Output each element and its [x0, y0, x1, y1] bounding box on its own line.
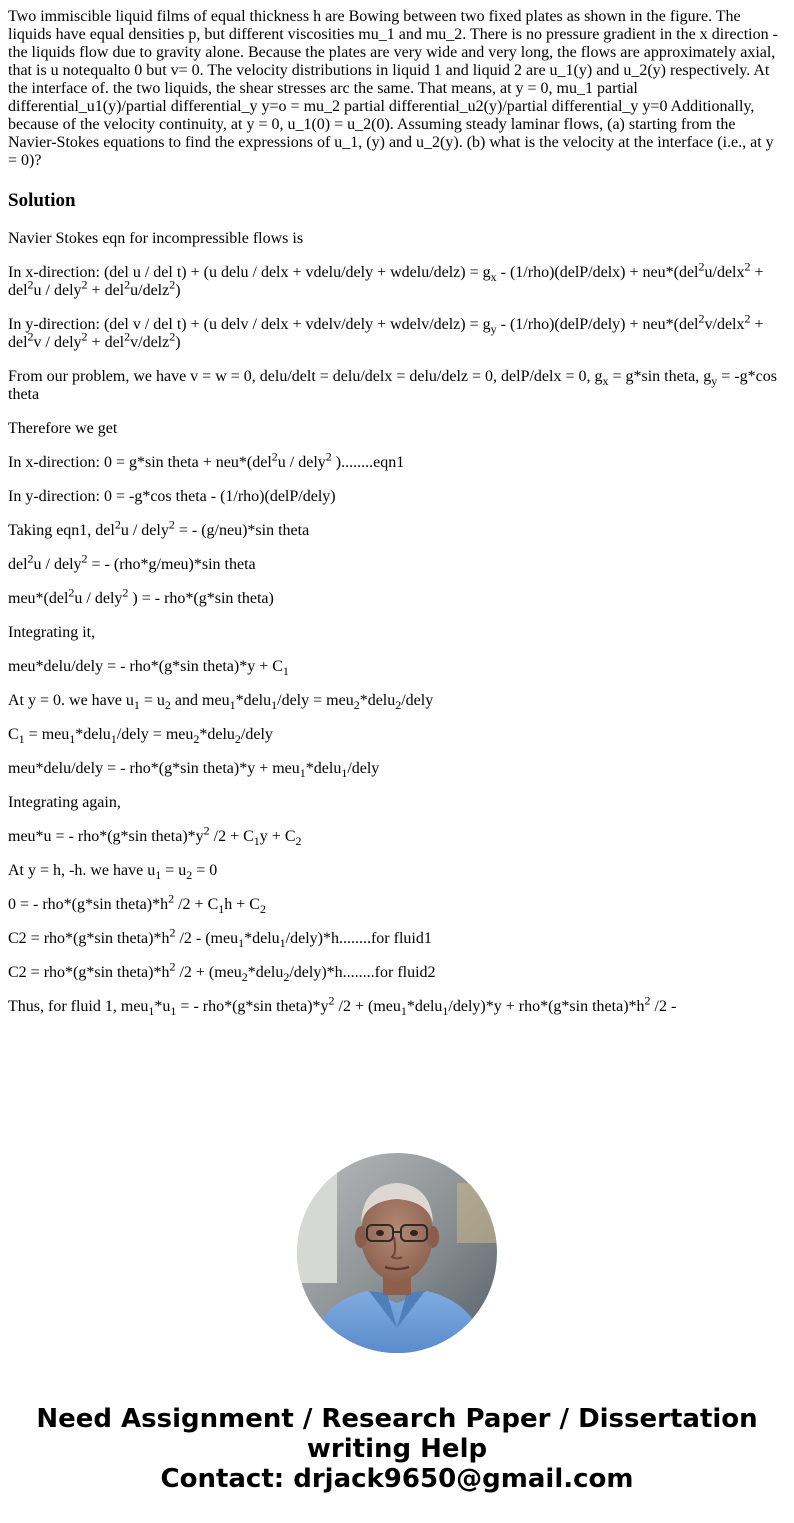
solution-line: $C_1$ = meu$_1$*delu$_1$/dely = meu$_2$*delu$_2$/dely	[8, 726, 273, 747]
solution-line: meu*delu/dely = - rho*(g*sin theta)*y + $C_1$	[8, 658, 289, 679]
solution-line: At y = 0. we have $u_1 = u_2$ and meu$_1$*delu$_1$/dely = meu$_2$*delu$_2$/dely	[8, 692, 434, 713]
solution-line: Navier Stokes eqn for incompressible flows is	[8, 230, 304, 247]
solution-line: In y-direction: 0 = -g*cos theta - (1/rho)(delP/dely)	[8, 488, 336, 505]
solution-line: Thus, for fluid 1, $meu_1*u_1$ = - rho*(g*sin $theta)*y^2$ /2 + (meu$_1$*delu$_1$/dely)*y + rho*(g*sin $theta)*h^2$ /2 -	[8, 993, 677, 1019]
solution-line: C2 = rho*(g*sin $theta)*h^2$ /2 + (meu$_2$*delu$_2$/dely)*h........for fluid2	[8, 959, 436, 985]
solution-line: C2 = rho*(g*sin $theta)*h^2$ /2 - (meu$_1$*delu$_1$/dely)*h........for fluid1	[8, 925, 432, 951]
footer-contact-email: Contact: drjack9650@gmail.com	[160, 1464, 634, 1494]
solution-line: Therefore we get	[8, 420, 118, 437]
solution-line: 0 = - rho*(g*sin $theta)*h^2$ $/2 + C_1h + C_2$	[8, 891, 266, 917]
solution-line: From our problem, we have v = w = 0, delu/delt = delu/delx = delu/delz = 0, delP/delx = 0, $g_x = g*\sin$ theta, $g_y = -g*\cos$ theta	[8, 368, 777, 403]
solution-document	[8, 8, 784, 1032]
footer-ad	[0, 1404, 794, 1494]
solution-line: In x-direction: (del u / del t) + (u delu / delx + vdelu/dely + wdelu/delz) = $g_x$ - (1/rho)(delP/delx) + neu*(del$^2$u/delx$^2$ + del$^2$u / dely$^2$ + del$^2$u/delz$^2$)	[8, 259, 764, 299]
solution-line: meu*u = - rho*(g*sin $theta)*y^2$ $/2 + C_1y + C_2$	[8, 823, 302, 849]
solution-line: meu*delu/dely = - rho*(g*sin theta)*y + meu$_1$*delu$_1$/dely	[8, 760, 380, 781]
solution-line: At y = h, -h. we have $u_1 = u_2 = 0$	[8, 862, 218, 883]
solution-line: del$^2$u / dely$^2$ = - (rho*g/meu)*sin theta	[8, 551, 256, 573]
footer-help-text: Need Assignment / Research Paper / Dissertation writing Help	[36, 1404, 758, 1464]
avatar	[297, 1153, 497, 1353]
solution-line: meu*(del$^2$u / dely$^2$ ) = - rho*(g*sin theta)	[8, 585, 274, 607]
question-text: Two immiscible liquid films of equal thickness h are Bowing between two fixed plates as shown in the figure. The liquids have equal densities p, but different viscosities mu_1 and mu_2. There is no pressure gradient in the x direction - the liquids flow due to gravity alone. Because the plates are very wide and very long, the flows are approximately axial, that is u notequalto 0 but v= 0. The velocity distributions in liquid 1 and liquid 2 are u_1(y) and u_2(y) respectively. At the interface of. the two liquids, the shear stresses arc the same. That means, at y = 0, mu_1 partial differential_u1(y)/partial differential_y y=o = mu_2 partial differential_u2(y)/partial differential_y y=0 Additionally, because of the velocity continuity, at y = 0, u_1(0) = u_2(0). Assuming steady laminar flows, (a) starting from the Navier-Stokes equations to find the expressions of u_1, (y) and u_2(y). (b) what is the velocity at the interface (i.e., at y = 0)?	[8, 8, 778, 169]
solution-line: In x-direction: 0 = g*sin theta + neu*(del$^2$u / dely$^2$ )........eqn1	[8, 449, 405, 471]
solution-heading: Solution	[8, 190, 76, 211]
solution-line: Taking eqn1, del$^2$u / dely$^2$ = - (g/neu)*sin theta	[8, 517, 310, 539]
solution-line: In y-direction: (del v / del t) + (u delv / delx + vdelv/dely + wdelv/delz) = $g_y$ - (1/rho)(delP/dely) + neu*(del$^2$v/delx$^2$ + del$^2$v / dely$^2$ + del$^2$v/delz$^2$)	[8, 311, 764, 351]
solution-line: Integrating it,	[8, 624, 96, 641]
person-photo-icon	[297, 1153, 497, 1353]
solution-line: Integrating again,	[8, 794, 121, 811]
